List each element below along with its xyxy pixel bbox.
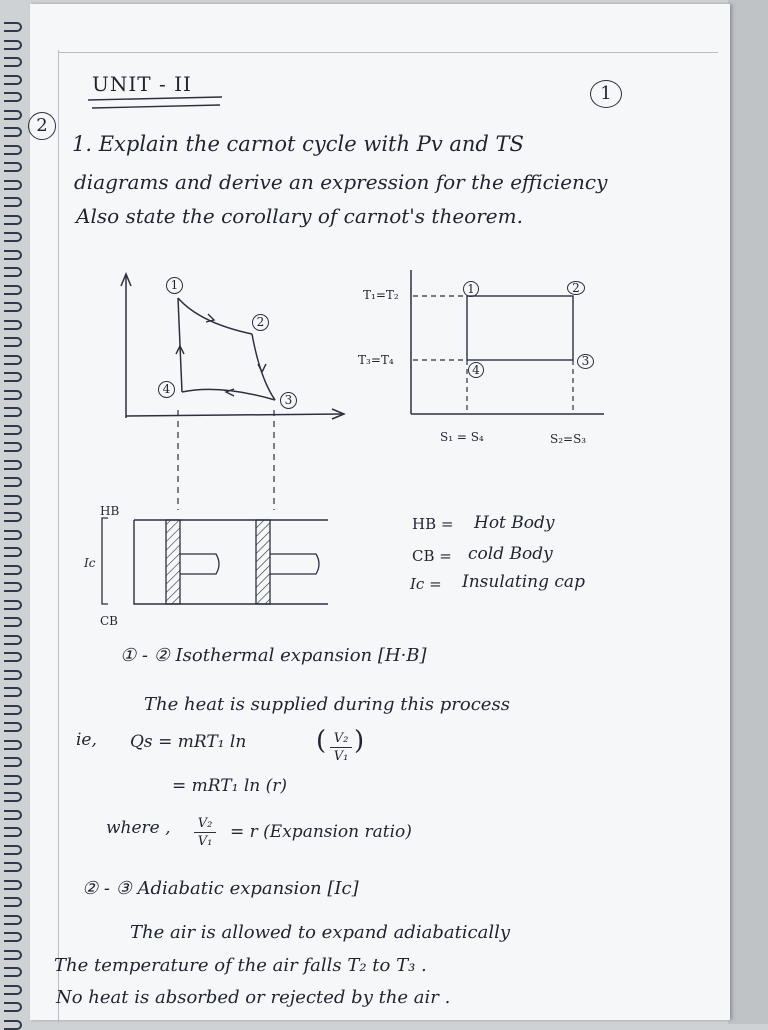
qs-fraction-denominator: V₁ (333, 749, 349, 764)
spiral-coil (4, 477, 22, 487)
process-2-3-title: ② - ③ Adiabatic expansion [Ic] (82, 878, 359, 899)
ts-label-t-bottom: T₃=T₄ (358, 353, 394, 367)
process-2-3-line-1: The air is allowed to expand adiabatically (130, 922, 511, 943)
qs-fraction (330, 731, 352, 764)
spiral-coil (4, 267, 22, 277)
spiral-coil (4, 932, 22, 942)
spiral-coil (4, 530, 22, 540)
spiral-coil (4, 110, 22, 120)
spiral-coil (4, 75, 22, 85)
ratio-fraction-denominator: V₁ (197, 834, 213, 849)
process-2-3-line-2: The temperature of the air falls T₂ to T₃ . (54, 955, 427, 976)
ts-label-t-top: T₁=T₂ (363, 288, 399, 302)
spiral-coil (4, 985, 22, 995)
spiral-coil (4, 827, 22, 837)
question-number-circle: 2 (28, 112, 56, 140)
ts-point-1: 1 (463, 281, 479, 297)
question-line-1: 1. Explain the carnot cycle with Pv and TS (72, 132, 524, 156)
spiral-coil (4, 320, 22, 330)
spiral-coil (4, 285, 22, 295)
spiral-coil (4, 355, 22, 365)
paren-open: ( (316, 726, 327, 756)
spiral-coil (4, 950, 22, 960)
spiral-coil (4, 180, 22, 190)
cylinder-label-cb: CB (100, 614, 118, 628)
spiral-coil (4, 250, 22, 260)
spiral-coil (4, 372, 22, 382)
ts-label-s-left: S₁ = S₄ (440, 430, 484, 444)
process-1-2-title: ① - ② Isothermal expansion [H·B] (120, 645, 427, 666)
spiral-coil (4, 775, 22, 785)
spiral-coil (4, 197, 22, 207)
spiral-coil (4, 1020, 22, 1030)
spiral-coil (4, 495, 22, 505)
page-number-circle: 1 (590, 80, 622, 108)
spiral-coil (4, 880, 22, 890)
paren-close: ) (354, 726, 365, 756)
spiral-coil (4, 390, 22, 400)
spiral-coil (4, 617, 22, 627)
spiral-coil (4, 145, 22, 155)
legend-ic-key: Ic = (410, 575, 442, 593)
legend-ic-value: Insulating cap (462, 572, 585, 592)
spiral-coil (4, 407, 22, 417)
spiral-binding (0, 0, 40, 1024)
expansion-ratio: = r (Expansion ratio) (230, 822, 412, 842)
pv-point-1: 1 (166, 277, 183, 294)
legend-hb-key: HB = (412, 515, 454, 533)
spiral-coil (4, 687, 22, 697)
spiral-coil (4, 40, 22, 50)
spiral-coil (4, 862, 22, 872)
spiral-coil (4, 897, 22, 907)
spiral-coil (4, 565, 22, 575)
qs-fraction-numerator: V₂ (333, 731, 349, 746)
spiral-coil (4, 845, 22, 855)
unit-underline (86, 96, 226, 116)
spiral-coil (4, 722, 22, 732)
spiral-coil (4, 57, 22, 67)
process-1-2-text: The heat is supplied during this process (144, 694, 510, 715)
question-line-2: diagrams and derive an expression for the efficiency (74, 170, 608, 194)
spiral-coil (4, 757, 22, 767)
legend-cb-value: cold Body (468, 544, 553, 564)
spiral-coil (4, 337, 22, 347)
ratio-fraction-numerator: V₂ (197, 816, 213, 831)
ts-label-s-right: S₂=S₃ (550, 432, 587, 446)
question-line-3: Also state the corollary of carnot's theorem. (76, 204, 523, 228)
ts-point-4: 4 (468, 362, 484, 378)
notebook-page (30, 4, 730, 1020)
pv-point-4: 4 (158, 381, 175, 398)
spiral-coil (4, 582, 22, 592)
spiral-coil (4, 442, 22, 452)
page-edge-shadow (728, 0, 768, 1024)
spiral-coil (4, 127, 22, 137)
spiral-coil (4, 740, 22, 750)
spiral-coil (4, 22, 22, 32)
spiral-coil (4, 547, 22, 557)
spiral-coil (4, 1002, 22, 1012)
spiral-coil (4, 915, 22, 925)
spiral-coil (4, 792, 22, 802)
spiral-coil (4, 232, 22, 242)
fraction-bar (194, 832, 216, 833)
spiral-coil (4, 635, 22, 645)
legend-cb-key: CB = (412, 547, 452, 565)
cylinder-label-ic: Ic (84, 556, 96, 570)
legend-hb-value: Hot Body (474, 513, 555, 533)
where-label: where , (106, 818, 171, 838)
qs-equation: Qs = mRT₁ ln (130, 732, 247, 752)
spiral-coil (4, 600, 22, 610)
spiral-coil (4, 92, 22, 102)
spiral-coil (4, 162, 22, 172)
ts-point-3: 3 (577, 354, 594, 369)
spiral-coil (4, 670, 22, 680)
spiral-coil (4, 425, 22, 435)
spiral-coil (4, 810, 22, 820)
spiral-coil (4, 302, 22, 312)
ratio-fraction (194, 816, 216, 849)
projection-lines (170, 410, 290, 510)
ie-label: ie, (76, 730, 97, 750)
pv-point-2: 2 (252, 314, 269, 331)
spiral-coil (4, 967, 22, 977)
process-2-3-line-3: No heat is absorbed or rejected by the air . (56, 987, 451, 1008)
margin-line (58, 50, 59, 1024)
top-rule-line (58, 52, 718, 53)
unit-heading: UNIT - II (92, 72, 192, 96)
qs-equation-2: = mRT₁ ln (r) (172, 776, 288, 796)
spiral-coil (4, 705, 22, 715)
cylinder-label-hb: HB (100, 504, 120, 518)
spiral-coil (4, 215, 22, 225)
spiral-coil (4, 652, 22, 662)
pv-point-3: 3 (280, 392, 297, 409)
spiral-coil (4, 460, 22, 470)
fraction-bar (330, 747, 352, 748)
ts-point-2: 2 (567, 281, 585, 295)
spiral-coil (4, 512, 22, 522)
piston-cylinder (100, 514, 340, 614)
